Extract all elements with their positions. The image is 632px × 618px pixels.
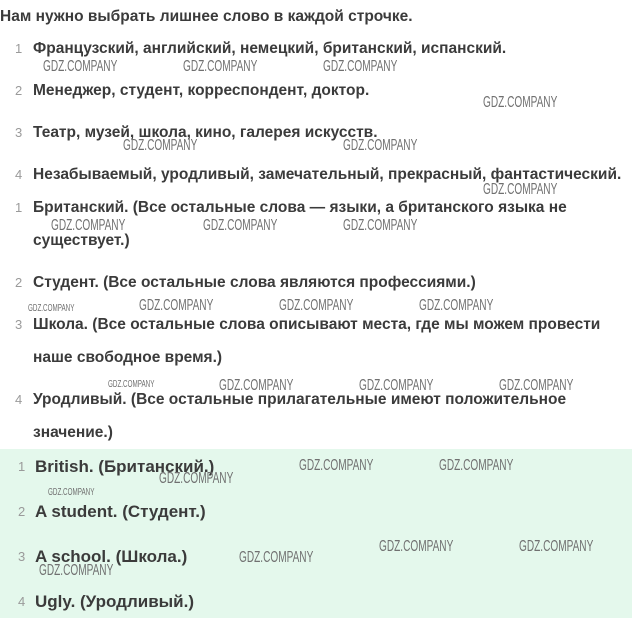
item-number: 4 bbox=[18, 594, 26, 609]
item-text-line: значение.) bbox=[33, 424, 113, 441]
explanation-list-item bbox=[0, 383, 632, 449]
watermark: GDZ.COMPANY bbox=[219, 377, 294, 394]
item-number: 2 bbox=[18, 504, 26, 519]
answer-list bbox=[0, 452, 632, 617]
item-number: 1 bbox=[15, 41, 23, 56]
watermark: GDZ.COMPANY bbox=[28, 303, 75, 314]
watermark: GDZ.COMPANY bbox=[139, 297, 214, 314]
task-list-item bbox=[0, 116, 632, 149]
item-text-line: Студент. (Все остальные слова являются профессиями.) bbox=[33, 274, 476, 291]
watermark: GDZ.COMPANY bbox=[499, 377, 574, 394]
task-instruction: Нам нужно выбрать лишнее слово в каждой строчке. bbox=[0, 8, 413, 25]
item-text: A school. (Школа.) bbox=[35, 547, 188, 566]
item-number: 3 bbox=[18, 549, 26, 564]
watermark: GDZ.COMPANY bbox=[299, 457, 374, 474]
watermark: GDZ.COMPANY bbox=[51, 217, 126, 234]
explanation-list-item bbox=[0, 266, 632, 299]
answer-list-item bbox=[0, 452, 632, 482]
watermark: GDZ.COMPANY bbox=[379, 538, 454, 555]
explanation-list-item bbox=[0, 191, 632, 257]
answer-list-item bbox=[0, 497, 632, 527]
item-number: 1 bbox=[15, 200, 23, 215]
item-text: British. (Британский.) bbox=[35, 457, 215, 476]
item-number: 4 bbox=[15, 167, 23, 182]
item-text: Французский, английский, немецкий, британский, испанский. bbox=[33, 40, 507, 57]
item-text-line: Школа. (Все остальные слова описывают места, где мы можем провести bbox=[33, 316, 601, 333]
item-number: 2 bbox=[15, 275, 23, 290]
item-number: 1 bbox=[18, 459, 26, 474]
explanation-list-item bbox=[0, 308, 632, 374]
task-list bbox=[0, 32, 632, 191]
answer-box bbox=[0, 449, 632, 618]
item-number: 3 bbox=[15, 125, 23, 140]
watermark: GDZ.COMPANY bbox=[343, 217, 418, 234]
task-list-item bbox=[0, 32, 632, 65]
watermark: GDZ.COMPANY bbox=[48, 487, 95, 498]
item-text-line: существует.) bbox=[33, 232, 130, 249]
watermark: GDZ.COMPANY bbox=[108, 379, 155, 390]
item-text: Незабываемый, уродливый, замечательный, прекрасный, фантастический. bbox=[33, 166, 622, 183]
watermark: GDZ.COMPANY bbox=[419, 297, 494, 314]
task-list-item bbox=[0, 158, 632, 191]
watermark: GDZ.COMPANY bbox=[159, 470, 234, 487]
watermark: GDZ.COMPANY bbox=[279, 297, 354, 314]
watermark: GDZ.COMPANY bbox=[483, 181, 558, 198]
item-text: Театр, музей, школа, кино, галерея искусств. bbox=[33, 124, 378, 141]
watermark: GDZ.COMPANY bbox=[183, 58, 258, 75]
task-list-item bbox=[0, 74, 632, 107]
item-number: 2 bbox=[15, 83, 23, 98]
watermark: GDZ.COMPANY bbox=[123, 137, 198, 154]
answer-list-item bbox=[0, 542, 632, 572]
item-text-line: Уродливый. (Все остальные прилагательные имеют положительное bbox=[33, 391, 567, 408]
item-text-line: наше свободное время.) bbox=[33, 349, 223, 366]
item-number: 4 bbox=[15, 392, 23, 407]
watermark: GDZ.COMPANY bbox=[519, 538, 594, 555]
item-text: Ugly. (Уродливый.) bbox=[35, 592, 195, 611]
watermark: GDZ.COMPANY bbox=[323, 58, 398, 75]
item-text-line: Британский. (Все остальные слова — языки, а британского языка не bbox=[33, 199, 567, 216]
item-text: Менеджер, студент, корреспондент, доктор. bbox=[33, 82, 370, 99]
answer-list-item bbox=[0, 587, 632, 617]
watermark: GDZ.COMPANY bbox=[439, 457, 514, 474]
watermark: GDZ.COMPANY bbox=[203, 217, 278, 234]
watermark: GDZ.COMPANY bbox=[483, 94, 558, 111]
item-number: 3 bbox=[15, 317, 23, 332]
watermark: GDZ.COMPANY bbox=[359, 377, 434, 394]
watermark: GDZ.COMPANY bbox=[343, 137, 418, 154]
explanation-list bbox=[0, 191, 632, 449]
item-text: A student. (Студент.) bbox=[35, 502, 206, 521]
watermark: GDZ.COMPANY bbox=[43, 58, 118, 75]
watermark: GDZ.COMPANY bbox=[239, 549, 314, 566]
watermark: GDZ.COMPANY bbox=[39, 562, 114, 579]
